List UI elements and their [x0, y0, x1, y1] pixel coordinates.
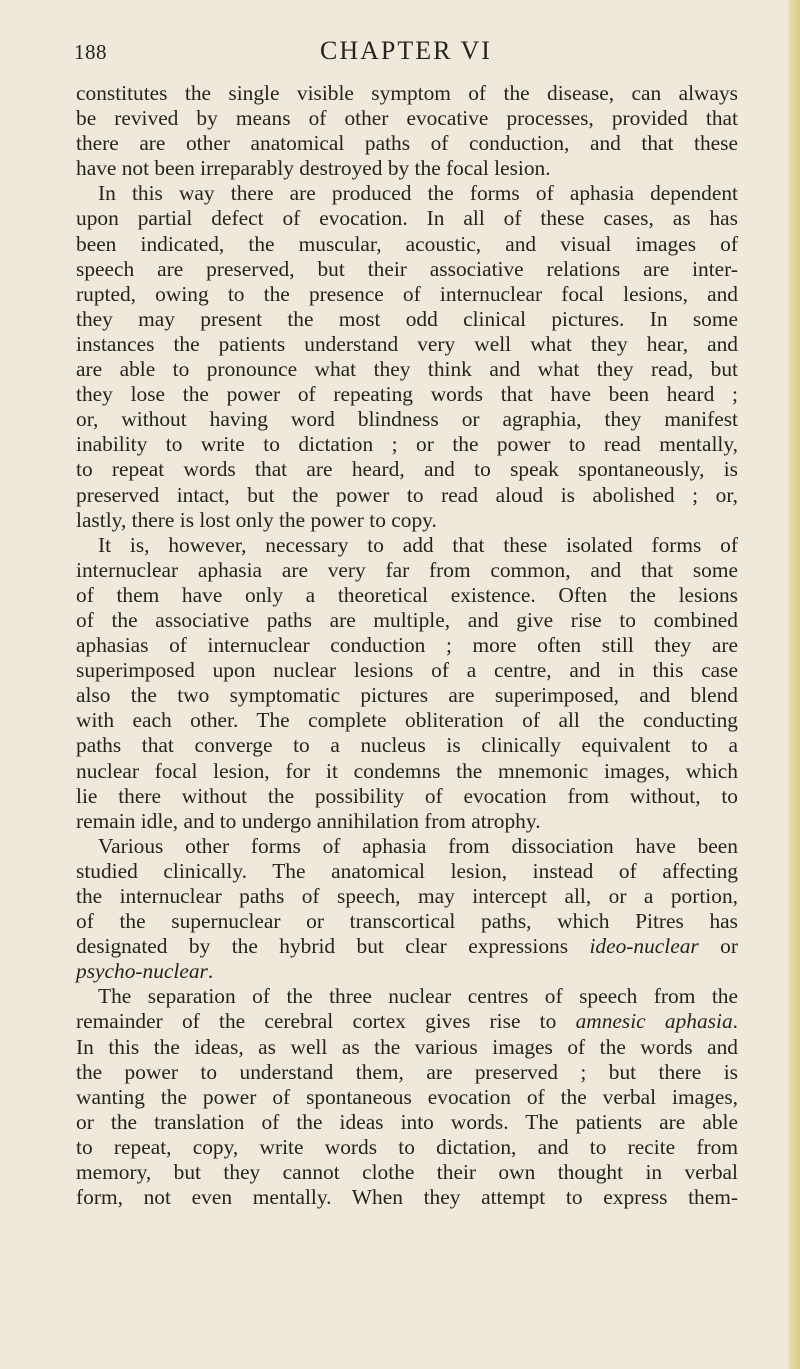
text-line [76, 583, 738, 608]
text-line [76, 759, 738, 784]
italic-term: ideo-nuclear [589, 934, 699, 959]
text-run: superimposed upon nuclear lesions of a centre, and in this case [76, 658, 738, 683]
text-line [76, 809, 738, 834]
text-line [76, 959, 738, 984]
text-run: rupted, owing to the presence of internuclear focal lesions, and [76, 281, 738, 306]
text-run: preserved intact, but the power to read aloud is abolished ; or, [76, 482, 738, 507]
text-run: It is, however, necessary to add that these isolated forms of [98, 532, 738, 557]
text-line [76, 1035, 738, 1060]
text-run: lastly, there is lost only the power to copy. [76, 507, 437, 532]
text-run: to repeat words that are heard, and to speak spontaneously, is [76, 457, 738, 482]
text-run: The separation of the three nuclear centres of speech from the [98, 984, 738, 1009]
text-run: wanting the power of spontaneous evocation of the verbal images, [76, 1084, 738, 1109]
text-line [76, 508, 738, 533]
text-run: also the two symptomatic pictures are superimposed, and blend [76, 683, 738, 708]
text-line [76, 658, 738, 683]
text-run: the internuclear paths of speech, may intercept all, or a portion, [76, 884, 738, 908]
text-run: are able to pronounce what they think and what they read, but [76, 357, 738, 382]
text-line [76, 332, 738, 357]
text-run: of the associative paths are multiple, and give rise to combined [76, 607, 738, 632]
text-run: or [698, 934, 738, 959]
text-line [76, 156, 738, 181]
text-run: they may present the most odd clinical pictures. In some [76, 306, 738, 331]
text-line [76, 859, 738, 884]
text-run: aphasias of internuclear conduction ; more often still they are [76, 633, 738, 658]
text-line [76, 307, 738, 332]
text-run: to repeat, copy, write words to dictation, and to recite from [76, 1134, 738, 1159]
text-run: remain idle, and to undergo annihilation from atrophy. [76, 808, 541, 833]
text-line [76, 683, 738, 708]
text-run: lie there without the possibility of evocation from without, to [76, 783, 738, 808]
text-line [76, 708, 738, 733]
text-line [76, 834, 738, 859]
text-line [76, 1185, 738, 1210]
text-line [76, 934, 738, 959]
text-run: the power to understand them, are preserved ; but there is [76, 1059, 738, 1084]
text-line [76, 232, 738, 257]
text-run: paths that converge to a nucleus is clinically equivalent to a [76, 733, 738, 758]
text-line [76, 733, 738, 758]
text-line [76, 81, 738, 106]
text-run: constitutes the single visible symptom of the disease, can always [76, 81, 738, 105]
text-line [76, 181, 738, 206]
text-line [76, 1160, 738, 1185]
text-run: memory, but they cannot clothe their own thought in verbal [76, 1160, 738, 1185]
text-run: have not been irreparably destroyed by the focal lesion. [76, 156, 551, 181]
text-run: instances the patients understand very well what they hear, and [76, 331, 738, 356]
text-line [76, 457, 738, 482]
text-run: there are other anatomical paths of conduction, and that these [76, 131, 738, 156]
text-run: or, without having word blindness or agraphia, they manifest [76, 407, 738, 432]
text-run: of them have only a theoretical existence. Often the lesions [76, 582, 738, 607]
text-run: designated by the hybrid but clear expressions [76, 934, 590, 959]
text-run: they lose the power of repeating words that have been heard ; [76, 382, 738, 407]
text-run: with each other. The complete obliteration of all the conducting [76, 708, 738, 733]
text-line [76, 784, 738, 809]
text-line [76, 1135, 738, 1160]
text-line [76, 407, 738, 432]
text-line [76, 257, 738, 282]
text-run: form, not even mentally. When they attempt to express them- [76, 1185, 738, 1210]
text-run: or the translation of the ideas into words. The patients are able [76, 1109, 738, 1134]
text-line [76, 432, 738, 457]
text-line [76, 608, 738, 633]
text-run: internuclear aphasia are very far from common, and that some [76, 557, 738, 582]
text-line [76, 633, 738, 658]
text-run: studied clinically. The anatomical lesion, instead of affecting [76, 858, 738, 883]
page-header [74, 34, 738, 74]
text-run: nuclear focal lesion, for it condemns the mnemonic images, which [76, 758, 738, 783]
text-line [76, 106, 738, 131]
page-number: 188 [74, 40, 107, 64]
text-run: been indicated, the muscular, acoustic, and visual images of [76, 231, 738, 256]
text-run: speech are preserved, but their associative relations are inter- [76, 256, 738, 281]
text-line [76, 357, 738, 382]
text-run: be revived by means of other evocative processes, provided that [76, 106, 738, 131]
running-head: CHAPTER VI [320, 36, 492, 65]
text-run: In this the ideas, as well as the various images of the words and [76, 1034, 738, 1059]
italic-term: amnesic aphasia [575, 1009, 733, 1034]
text-line [76, 131, 738, 156]
page-edge [786, 0, 800, 1369]
text-run: Various other forms of aphasia from dissociation have been [98, 833, 738, 858]
italic-term: psycho-nuclear [76, 959, 208, 984]
text-line [76, 1110, 738, 1135]
text-line [76, 1009, 738, 1034]
text-line [76, 1060, 738, 1085]
text-line [76, 884, 738, 909]
text-line [76, 909, 738, 934]
text-line [76, 984, 738, 1009]
text-line [76, 533, 738, 558]
text-line [76, 483, 738, 508]
text-line [76, 382, 738, 407]
text-run: . [732, 1009, 738, 1034]
text-run: In this way there are produced the forms of aphasia dependent [98, 181, 738, 206]
text-run: upon partial defect of evocation. In all of these cases, as has [76, 206, 738, 231]
text-line [76, 1085, 738, 1110]
text-run: of the supernuclear or transcortical paths, which Pitres has [76, 909, 738, 934]
text-line [76, 206, 738, 231]
text-run: remainder of the cerebral cortex gives rise to [76, 1009, 576, 1034]
text-run: inability to write to dictation ; or the power to read mentally, [76, 432, 738, 457]
text-line [76, 558, 738, 583]
body-text [76, 81, 738, 1210]
text-run: . [207, 959, 214, 984]
text-line [76, 282, 738, 307]
